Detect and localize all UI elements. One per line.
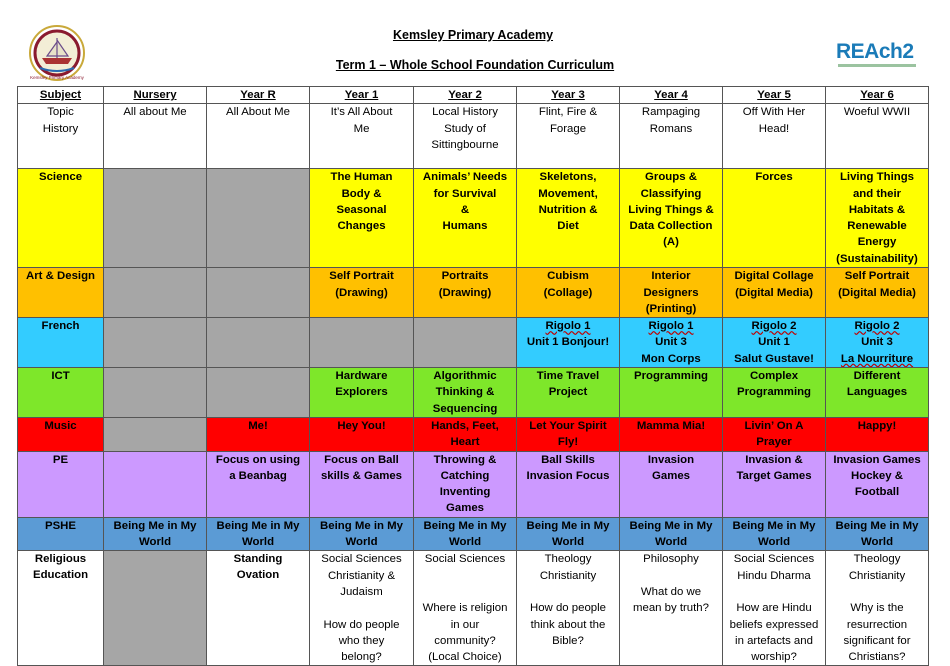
cell-ict-year-5: Complex Programming bbox=[723, 368, 826, 418]
cell-pshe-year-4: Being Me in My World bbox=[620, 517, 723, 551]
cell-re-year-2: Social Sciences Where is religion in our community? (Local Choice) bbox=[414, 551, 517, 666]
row-art bbox=[18, 268, 929, 318]
cell-topic-year-1: It’s All About Me bbox=[310, 104, 414, 169]
cell-music-year-5: Livin’ On A Prayer bbox=[723, 417, 826, 451]
cell-topic-year-r: All About Me bbox=[207, 104, 310, 169]
row-music bbox=[18, 417, 929, 451]
cell-science-year-r bbox=[207, 169, 310, 268]
cell-art-year-2: Portraits (Drawing) bbox=[414, 268, 517, 318]
row-french bbox=[18, 318, 929, 368]
subject-topic: Topic History bbox=[18, 104, 104, 169]
header-year-1: Year 1 bbox=[310, 87, 414, 104]
subject-music: Music bbox=[18, 417, 104, 451]
cell-art-year-6: Self Portrait (Digital Media) bbox=[826, 268, 929, 318]
cell-pe-year-6: Invasion Games Hockey & Football bbox=[826, 451, 929, 517]
cell-art-year-5: Digital Collage (Digital Media) bbox=[723, 268, 826, 318]
cell-music-year-1: Hey You! bbox=[310, 417, 414, 451]
header-year-r: Year R bbox=[207, 87, 310, 104]
cell-pshe-year-r: Being Me in My World bbox=[207, 517, 310, 551]
cell-pshe-year-3: Being Me in My World bbox=[517, 517, 620, 551]
subject-french: French bbox=[18, 318, 104, 368]
cell-re-year-5: Social Sciences Hindu Dharma How are Hindu beliefs expressed in artefacts and worship? bbox=[723, 551, 826, 666]
header-nursery: Nursery bbox=[104, 87, 207, 104]
cell-science-year-6: Living Things and their Habitats & Renewable Energy (Sustainability) bbox=[826, 169, 929, 268]
header-year-2: Year 2 bbox=[414, 87, 517, 104]
cell-pshe-year-1: Being Me in My World bbox=[310, 517, 414, 551]
cell-french-year-5: Rigolo 2 Unit 1 Salut Gustave! bbox=[723, 318, 826, 368]
cell-art-year-4: Interior Designers (Printing) bbox=[620, 268, 723, 318]
cell-science-year-2: Animals’ Needs for Survival & Humans bbox=[414, 169, 517, 268]
cell-art-year-3: Cubism (Collage) bbox=[517, 268, 620, 318]
header-year-5: Year 5 bbox=[723, 87, 826, 104]
cell-french-year-r bbox=[207, 318, 310, 368]
cell-french-year-6: Rigolo 2 Unit 3 La Nourriture bbox=[826, 318, 929, 368]
cell-topic-year-3: Flint, Fire & Forage bbox=[517, 104, 620, 169]
header-row bbox=[18, 87, 929, 104]
header-year-3: Year 3 bbox=[517, 87, 620, 104]
row-ict bbox=[18, 368, 929, 418]
cell-music-year-4: Mamma Mia! bbox=[620, 417, 723, 451]
cell-pe-nursery bbox=[104, 451, 207, 517]
cell-pe-year-r: Focus on using a Beanbag bbox=[207, 451, 310, 517]
cell-french-year-1 bbox=[310, 318, 414, 368]
row-science bbox=[18, 169, 929, 268]
cell-music-nursery bbox=[104, 417, 207, 451]
curriculum-table bbox=[17, 86, 929, 666]
cell-pe-year-2: Throwing & Catching Inventing Games bbox=[414, 451, 517, 517]
cell-re-nursery bbox=[104, 551, 207, 666]
cell-art-year-1: Self Portrait (Drawing) bbox=[310, 268, 414, 318]
cell-topic-year-2: Local History Study of Sittingbourne bbox=[414, 104, 517, 169]
cell-pe-year-4: Invasion Games bbox=[620, 451, 723, 517]
subject-art: Art & Design bbox=[18, 268, 104, 318]
header-subject: Subject bbox=[18, 87, 104, 104]
cell-science-year-5: Forces bbox=[723, 169, 826, 268]
cell-pe-year-3: Ball Skills Invasion Focus bbox=[517, 451, 620, 517]
cell-ict-year-1: Hardware Explorers bbox=[310, 368, 414, 418]
cell-pshe-nursery: Being Me in My World bbox=[104, 517, 207, 551]
cell-music-year-3: Let Your Spirit Fly! bbox=[517, 417, 620, 451]
page-title: Term 1 – Whole School Foundation Curriculum bbox=[335, 58, 615, 72]
cell-pshe-year-2: Being Me in My World bbox=[414, 517, 517, 551]
cell-topic-year-4: Rampaging Romans bbox=[620, 104, 723, 169]
cell-french-year-2 bbox=[414, 318, 517, 368]
cell-music-year-6: Happy! bbox=[826, 417, 929, 451]
school-name: Kemsley Primary Academy bbox=[392, 28, 554, 42]
cell-french-year-4: Rigolo 1 Unit 3 Mon Corps bbox=[620, 318, 723, 368]
cell-ict-year-r bbox=[207, 368, 310, 418]
svg-text:Kemsley Primary Academy: Kemsley Primary Academy bbox=[30, 75, 84, 80]
row-topic bbox=[18, 104, 929, 169]
row-pe bbox=[18, 451, 929, 517]
cell-pshe-year-5: Being Me in My World bbox=[723, 517, 826, 551]
subject-re: Religious Education bbox=[18, 551, 104, 666]
subject-pshe: PSHE bbox=[18, 517, 104, 551]
cell-re-year-r: Standing Ovation bbox=[207, 551, 310, 666]
cell-re-year-3: Theology Christianity How do people think about the Bible? bbox=[517, 551, 620, 666]
row-re bbox=[18, 551, 929, 666]
cell-ict-year-6: Different Languages bbox=[826, 368, 929, 418]
cell-art-year-r bbox=[207, 268, 310, 318]
cell-topic-year-6: Woeful WWII bbox=[826, 104, 929, 169]
cell-french-nursery bbox=[104, 318, 207, 368]
cell-science-nursery bbox=[104, 169, 207, 268]
cell-art-nursery bbox=[104, 268, 207, 318]
cell-topic-nursery: All about Me bbox=[104, 104, 207, 169]
cell-french-year-3: Rigolo 1 Unit 1 Bonjour! bbox=[517, 318, 620, 368]
cell-topic-year-5: Off With Her Head! bbox=[723, 104, 826, 169]
reach2-logo-text: REAch2 bbox=[836, 40, 914, 63]
cell-re-year-6: Theology Christianity Why is the resurrection significant for Christians? bbox=[826, 551, 929, 666]
header-year-6: Year 6 bbox=[826, 87, 929, 104]
cell-science-year-4: Groups & Classifying Living Things & Data Collection (A) bbox=[620, 169, 723, 268]
cell-science-year-1: The Human Body & Seasonal Changes bbox=[310, 169, 414, 268]
cell-ict-year-4: Programming bbox=[620, 368, 723, 418]
header-year-4: Year 4 bbox=[620, 87, 723, 104]
cell-music-year-r: Me! bbox=[207, 417, 310, 451]
subject-ict: ICT bbox=[18, 368, 104, 418]
cell-pshe-year-6: Being Me in My World bbox=[826, 517, 929, 551]
cell-re-year-1: Social Sciences Christianity & Judaism How do people who they belong? bbox=[310, 551, 414, 666]
subject-science: Science bbox=[18, 169, 104, 268]
row-pshe bbox=[18, 517, 929, 551]
subject-pe: PE bbox=[18, 451, 104, 517]
cell-ict-nursery bbox=[104, 368, 207, 418]
cell-pe-year-1: Focus on Ball skills & Games bbox=[310, 451, 414, 517]
cell-ict-year-3: Time Travel Project bbox=[517, 368, 620, 418]
cell-music-year-2: Hands, Feet, Heart bbox=[414, 417, 517, 451]
cell-pe-year-5: Invasion & Target Games bbox=[723, 451, 826, 517]
cell-ict-year-2: Algorithmic Thinking & Sequencing bbox=[414, 368, 517, 418]
cell-science-year-3: Skeletons, Movement, Nutrition & Diet bbox=[517, 169, 620, 268]
cell-re-year-4: Philosophy What do we mean by truth? bbox=[620, 551, 723, 666]
